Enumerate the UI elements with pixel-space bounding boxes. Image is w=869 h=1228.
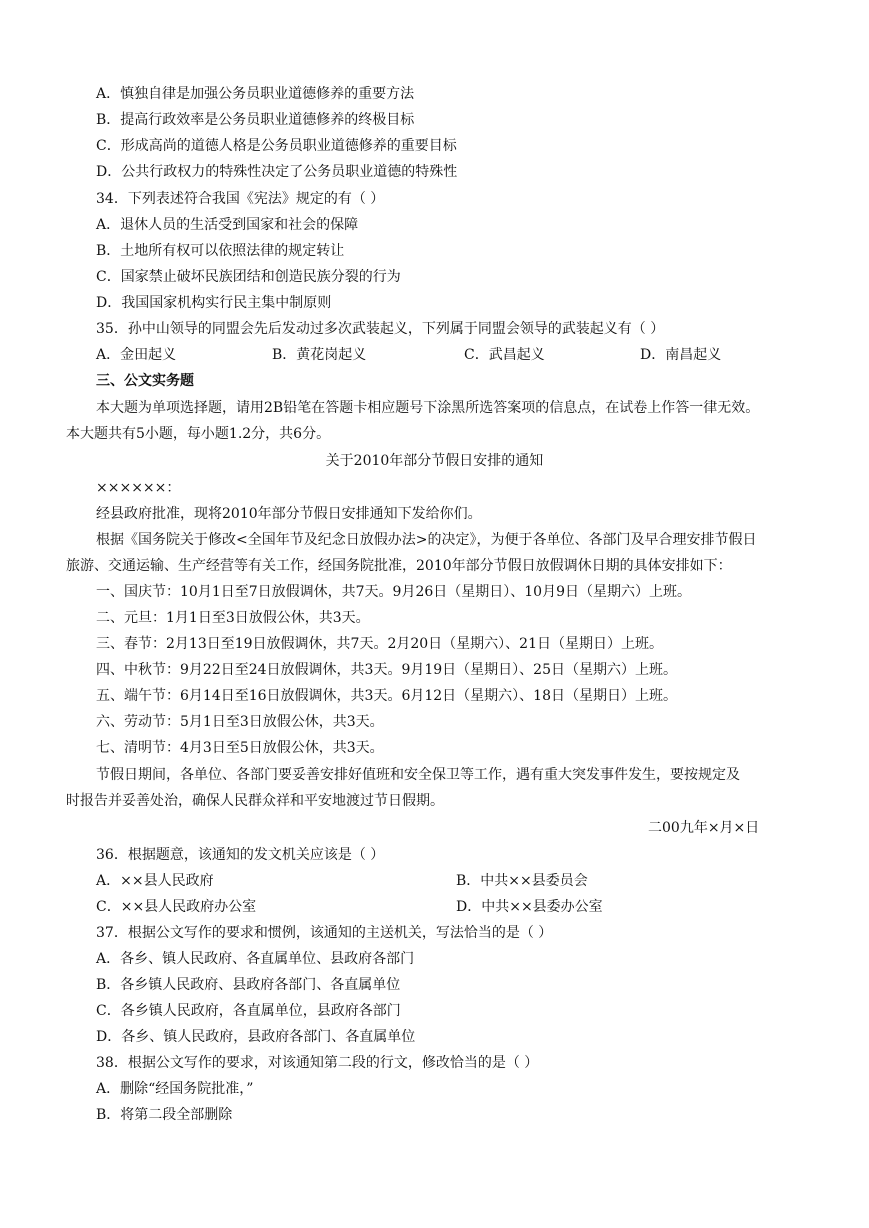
q37-question: 37．根据公文写作的要求和惯例，该通知的主送机关，写法恰当的是（ ） [96, 925, 553, 941]
notice-para2-line1: 根据《国务院关于修改<全国年节及纪念日放假办法>的决定》，为便于各单位、各部门及早合理安排节假日 [96, 532, 757, 548]
q36-option-d: D．中共××县委办公室 [456, 899, 603, 915]
q34-question: 34．下列表述符合我国《宪法》规定的有（ ） [96, 191, 385, 207]
q35-option-b: B．黄花岗起义 [272, 347, 367, 363]
q34-option-a: A．退休人员的生活受到国家和社会的保障 [96, 217, 359, 233]
q37-option-a: A．各乡、镇人民政府、各直属单位、县政府各部门 [96, 951, 415, 967]
notice-item-dragon-boat: 五、端午节：6月14日至16日放假调休，共3天。6月12日（星期六）、18日（星期日）上班。 [96, 688, 677, 704]
q36-option-b: B．中共××县委员会 [456, 873, 588, 889]
notice-para2-line2: 旅游、交通运输、生产经营等有关工作，经国务院批准，2010年部分节假日放假调休日期的具体安排如下： [66, 558, 732, 574]
notice-title: 关于2010年部分节假日安排的通知 [325, 453, 544, 469]
notice-para1: 经县政府批准，现将2010年部分节假日安排通知下发给你们。 [96, 506, 482, 522]
notice-closing-line1: 节假日期间，各单位、各部门要妥善安排好值班和安全保卫等工作，遇有重大突发事件发生，要按规定及 [96, 767, 740, 783]
q37-option-c: C．各乡镇人民政府，各直属单位，县政府各部门 [96, 1003, 401, 1019]
q33-option-c: C．形成高尚的道德人格是公务员职业道德修养的重要目标 [96, 138, 457, 154]
q33-option-a: A．慎独自律是加强公务员职业道德修养的重要方法 [96, 86, 415, 102]
q38-option-b: B．将第二段全部删除 [96, 1107, 233, 1123]
q36-question: 36．根据题意，该通知的发文机关应该是（ ） [96, 847, 385, 863]
notice-date: 二00九年×月×日 [648, 820, 760, 836]
notice-item-qingming: 七、清明节：4月3日至5日放假公休，共3天。 [96, 740, 384, 756]
q33-option-d: D．公共行政权力的特殊性决定了公务员职业道德的特殊性 [96, 164, 458, 180]
q37-option-d: D．各乡、镇人民政府，县政府各部门、各直属单位 [96, 1029, 416, 1045]
q36-option-a: A．××县人民政府 [96, 873, 214, 889]
section-intro-line2: 本大题共有5小题，每小题1.2分，共6分。 [66, 426, 331, 442]
notice-item-spring-festival: 三、春节：2月13日至19日放假调休，共7天。2月20日（星期六）、21日（星期日）上班。 [96, 636, 663, 652]
notice-closing-line2: 时报告并妥善处治，确保人民群众祥和平安地渡过节日假期。 [66, 793, 444, 809]
q34-option-c: C．国家禁止破坏民族团结和创造民族分裂的行为 [96, 269, 401, 285]
notice-item-national-day: 一、国庆节：10月1日至7日放假调休，共7天。9月26日（星期日）、10月9日（星期六）上班。 [96, 584, 691, 600]
q37-option-b: B．各乡镇人民政府、县政府各部门、各直属单位 [96, 977, 401, 993]
q34-option-d: D．我国国家机构实行民主集中制原则 [96, 295, 332, 311]
notice-item-new-year: 二、元旦：1月1日至3日放假公休，共3天。 [96, 610, 370, 626]
q38-option-a: A．删除“经国务院批准，” [96, 1081, 254, 1097]
q38-question: 38．根据公文写作的要求，对该通知第二段的行文，修改恰当的是（ ） [96, 1055, 539, 1071]
section-heading: 三、公文实务题 [96, 373, 194, 389]
q36-option-c: C．××县人民政府办公室 [96, 899, 257, 915]
notice-item-mid-autumn: 四、中秋节：9月22日至24日放假调休，共3天。9月19日（星期日）、25日（星期六）上班。 [96, 662, 677, 678]
q33-option-b: B．提高行政效率是公务员职业道德修养的终极目标 [96, 112, 415, 128]
q35-question: 35．孙中山领导的同盟会先后发动过多次武装起义，下列属于同盟会领导的武装起义有（ ） [96, 321, 665, 337]
q35-option-a: A．金田起义 [96, 347, 177, 363]
notice-item-labor-day: 六、劳动节：5月1日至3日放假公休，共3天。 [96, 714, 384, 730]
q34-option-b: B．土地所有权可以依照法律的规定转让 [96, 243, 345, 259]
section-intro-line1: 本大题为单项选择题，请用2B铅笔在答题卡相应题号下涂黑所选答案项的信息点，在试卷上作答一律无效。 [96, 400, 760, 416]
q35-option-c: C．武昌起义 [464, 347, 545, 363]
notice-recipient: ××××××： [96, 480, 181, 496]
q35-option-d: D．南昌起义 [640, 347, 722, 363]
